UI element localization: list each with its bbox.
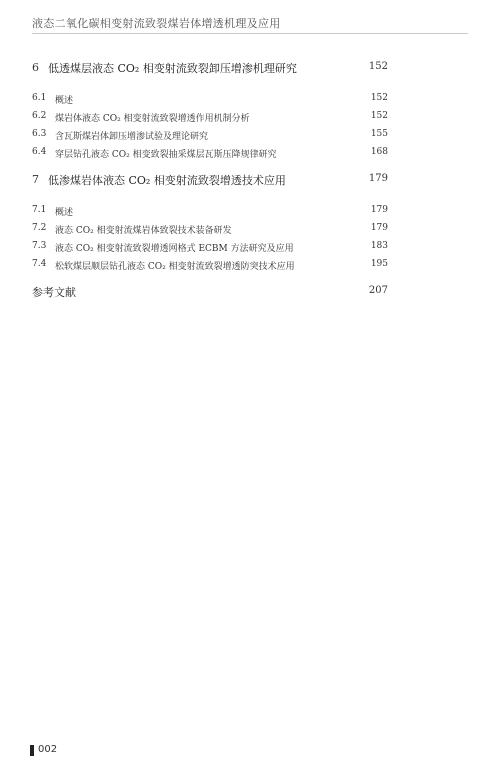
- toc-chapter-7[interactable]: [32, 172, 388, 188]
- page-number: 002: [38, 744, 58, 755]
- toc-chapter-6[interactable]: [32, 60, 388, 76]
- toc-title: 概述: [55, 208, 74, 218]
- toc-section-7-1[interactable]: [32, 202, 388, 218]
- toc-section-6-3[interactable]: [32, 126, 388, 142]
- toc-page: 183: [370, 241, 388, 251]
- toc-title: 概述: [55, 96, 74, 106]
- toc-title: 穿层钻孔液态 CO₂ 相变致裂抽采煤层瓦斯压降规律研究: [55, 150, 277, 160]
- toc-number: 6.1: [32, 93, 47, 103]
- toc-page: 179: [370, 205, 388, 215]
- header-rule: [32, 33, 468, 34]
- toc-section-7-2[interactable]: [32, 220, 388, 236]
- toc-number: 7: [32, 173, 39, 186]
- toc-number: 7.2: [32, 223, 47, 233]
- toc-page: 179: [368, 173, 388, 184]
- page-marker-bar: [30, 745, 34, 756]
- toc-page: 152: [368, 61, 388, 72]
- toc-section-6-2[interactable]: [32, 108, 388, 124]
- toc-number: 6.3: [32, 129, 47, 139]
- toc-title: 含瓦斯煤岩体卸压增渗试验及理论研究: [55, 132, 209, 142]
- toc-title: 煤岩体液态 CO₂ 相变射流致裂增透作用机制分析: [55, 114, 250, 124]
- toc-title: 参考文献: [32, 286, 76, 299]
- toc-title: 低透煤层液态 CO₂ 相变射流致裂卸压增渗机理研究: [48, 62, 297, 75]
- toc-title: 液态 CO₂ 相变射流煤岩体致裂技术装备研发: [55, 226, 232, 236]
- toc-page: 207: [368, 285, 388, 296]
- toc-title: 松软煤层顺层钻孔液态 CO₂ 相变射流致裂增透防突技术应用: [55, 262, 295, 272]
- toc-title: 液态 CO₂ 相变射流致裂增透网格式 ECBM 方法研究及应用: [55, 244, 294, 254]
- toc-page: 179: [370, 223, 388, 233]
- toc-number: 7.1: [32, 205, 47, 215]
- toc-number: 6: [32, 61, 39, 74]
- toc-title: 低渗煤岩体液态 CO₂ 相变射流致裂增透技术应用: [48, 174, 286, 187]
- toc-page: 152: [370, 111, 388, 121]
- toc-page: 195: [370, 259, 388, 269]
- toc-section-6-1[interactable]: [32, 90, 388, 106]
- toc-number: 7.4: [32, 259, 47, 269]
- toc-number: 6.2: [32, 111, 47, 121]
- toc-page: 155: [370, 129, 388, 139]
- toc-page: 168: [370, 147, 388, 157]
- toc-section-7-4[interactable]: [32, 256, 388, 272]
- running-header: 液态二氧化碳相变射流致裂煤岩体增透机理及应用: [32, 17, 281, 30]
- toc-number: 6.4: [32, 147, 47, 157]
- toc-references[interactable]: [32, 284, 388, 300]
- toc-section-7-3[interactable]: [32, 238, 388, 254]
- toc-section-6-4[interactable]: [32, 144, 388, 160]
- toc-page: 152: [370, 93, 388, 103]
- toc-number: 7.3: [32, 241, 47, 251]
